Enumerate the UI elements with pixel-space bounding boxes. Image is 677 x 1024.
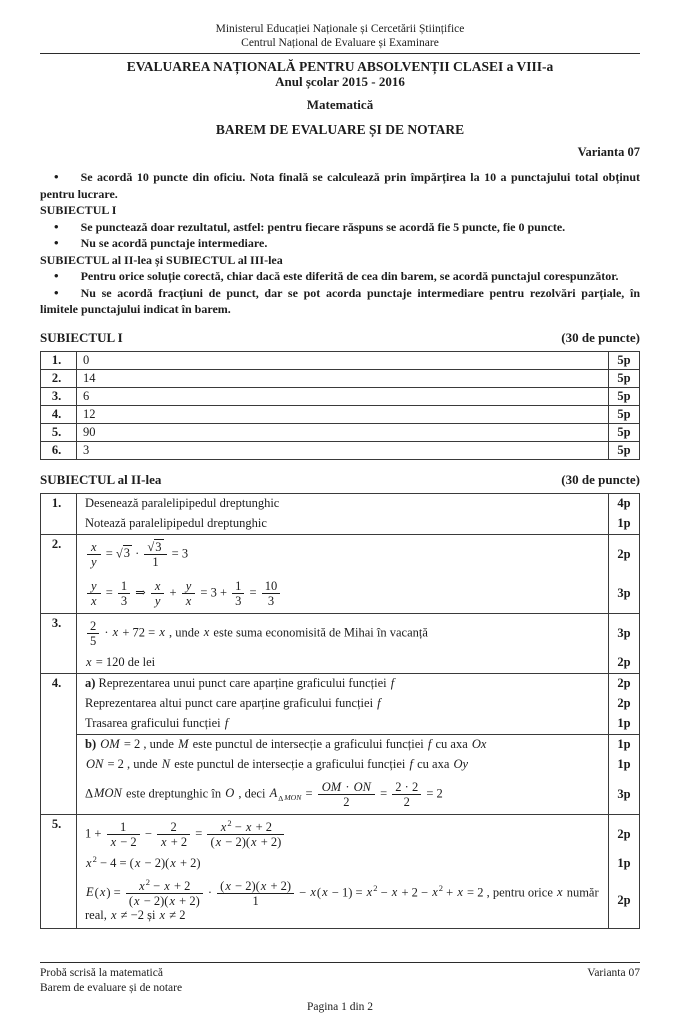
math-variable: x <box>134 856 141 870</box>
fraction <box>151 579 165 608</box>
math-variable: N <box>161 757 171 771</box>
points-cell: 2p <box>617 546 631 561</box>
ministry-header <box>40 22 640 54</box>
school-year: Anul școlar 2015 - 2016 <box>275 74 405 89</box>
fraction <box>87 579 101 608</box>
bullet-icon: • <box>54 268 59 283</box>
variant-label: Varianta 07 <box>577 145 640 159</box>
section1-heading <box>40 330 640 346</box>
solution-group <box>77 494 639 534</box>
fraction-denominator: 5 <box>90 633 97 648</box>
points-cell: 2p <box>617 893 631 907</box>
fraction-numerator: OM · ON <box>318 780 375 795</box>
points-cell: 5p <box>617 388 631 403</box>
solution-content <box>77 874 609 928</box>
sqrt-radicand: 3 <box>155 539 162 554</box>
math-variable: x <box>215 834 222 849</box>
solution-line <box>77 574 639 613</box>
points-cell: 1p <box>617 856 631 870</box>
sqrt-radicand: 3 <box>123 545 130 560</box>
bullet-icon: • <box>54 235 59 250</box>
row-body <box>77 614 639 673</box>
fraction-numerator: (x − 2)(x + 2) <box>217 879 294 894</box>
solution-text: Reprezentarea altui punct care aparține graficului funcției f <box>85 696 381 710</box>
solution-text: $x^2 - 4 = (x - 2)(x + 2)$ <box>86 853 201 870</box>
math-variable: x <box>220 819 227 834</box>
solution-group <box>77 614 639 673</box>
fraction-numerator: 1 <box>232 579 244 594</box>
solution-content <box>77 735 609 755</box>
solution-line <box>77 494 639 514</box>
math-variable: x <box>159 624 165 639</box>
points-cell: 1p <box>617 737 631 751</box>
solution-text: ON = 2 , unde N este punctul de intersecție a graficului funcției f cu axa Oy <box>86 757 469 771</box>
math-variable: x <box>251 834 257 849</box>
math-variable: f <box>224 716 229 730</box>
math-variable: x <box>457 884 463 899</box>
fraction-numerator <box>151 579 165 594</box>
solution-content <box>77 535 609 574</box>
solution-line <box>77 674 639 694</box>
solution-content <box>77 674 609 694</box>
general-notes <box>40 169 640 318</box>
points-cell: 1p <box>617 757 631 771</box>
math-variable: x <box>557 884 563 899</box>
math-variable: f <box>427 737 432 751</box>
solution-line <box>77 735 639 755</box>
solution-text: b) OM = 2 , unde M este punctul de intersecție a graficului funcției f cu axa Ox <box>85 737 487 751</box>
math-variable: x <box>91 593 97 608</box>
math-variable: x <box>185 593 192 608</box>
answer-cell: 6 <box>77 388 609 405</box>
sqrt-radical: √3 <box>147 539 162 554</box>
note-bullet: • Se acordă 10 puncte din oficiu. Nota finală se calculează prin împărțirea la 10 a punctajului total obținut pentru lucrare. <box>40 169 640 201</box>
math-variable: y <box>154 593 161 608</box>
points-cell: 2p <box>617 696 631 710</box>
superscript: 2 <box>227 817 232 828</box>
solution-group <box>77 734 639 814</box>
math-variable: x <box>139 878 145 893</box>
fraction-denominator: (x − 2)(x + 2) <box>210 834 282 849</box>
fraction-denominator: (x − 2)(x + 2) <box>128 893 200 908</box>
ministry-line1: Ministerul Educației Naționale și Cercetării Științifice <box>215 23 465 35</box>
math-variable: x <box>164 878 170 893</box>
math-variable: E <box>86 884 94 899</box>
bold-text: b) <box>85 737 97 751</box>
solution-text: $\frac{y}{x}$ = $\frac{1}{3}$ ⇒ $\frac{x}{y}$ + $\frac{y}{x}$ = 3 + $\frac{1}{3}$ = $\frac{10}{3}$ <box>85 579 282 608</box>
points-cell: 1p <box>617 716 631 730</box>
row-number: 2. <box>41 370 77 387</box>
solution-content <box>77 775 609 814</box>
math-variable: A <box>269 785 278 800</box>
fraction <box>107 820 140 849</box>
section2-table <box>40 493 640 929</box>
note-heading: SUBIECTUL I <box>40 203 117 217</box>
fraction-numerator: 2 <box>157 820 190 835</box>
math-variable: x <box>432 884 438 899</box>
row-number: 6. <box>41 442 77 459</box>
solution-line <box>77 755 639 775</box>
points-cell: 3p <box>617 786 631 801</box>
math-variable: x <box>391 884 398 899</box>
fraction-denominator: x − 2 <box>110 834 137 849</box>
fraction-denominator: x + 2 <box>161 834 188 849</box>
row-number: 3. <box>41 388 77 405</box>
math-variable: f <box>377 696 381 710</box>
points-cell: 2p <box>617 826 631 841</box>
math-variable: x <box>225 878 231 893</box>
math-variable: x <box>110 834 117 849</box>
fraction-numerator: 2 <box>87 619 99 634</box>
fraction <box>318 780 375 809</box>
solution-group <box>77 535 639 613</box>
fraction <box>392 780 421 809</box>
math-variable: ON <box>86 757 104 771</box>
superscript: 2 <box>373 882 378 893</box>
solution-group <box>77 674 639 734</box>
answer-cell: 0 <box>77 352 609 369</box>
superscript: 2 <box>92 853 97 864</box>
superscript: 2 <box>145 876 150 887</box>
solution-line <box>77 614 639 653</box>
row-number: 2. <box>41 535 77 613</box>
solution-line <box>77 694 639 714</box>
table2-row <box>41 535 639 614</box>
section2-points: (30 de puncte) <box>561 471 640 487</box>
fraction-numerator: $x^2 - x + 2$ <box>126 879 203 894</box>
solution-content <box>77 653 609 673</box>
fraction-denominator: 3 <box>267 593 275 608</box>
math-variable: x <box>86 856 92 870</box>
footer-row1 <box>40 966 640 981</box>
fraction <box>87 619 99 648</box>
math-variable: x <box>260 878 267 893</box>
solution-content <box>77 574 609 613</box>
table1-row <box>41 388 639 406</box>
answer-cell: 14 <box>77 370 609 387</box>
solution-text: $\frac{x}{y}$ = √3 · $\frac{√3}{1}$ = 3 <box>85 540 188 569</box>
row-body <box>77 674 639 814</box>
solution-line <box>77 653 639 673</box>
math-variable: O <box>225 785 235 800</box>
fraction <box>144 540 166 569</box>
row-number: 5. <box>41 815 77 928</box>
section2-title: SUBIECTUL al II-lea <box>40 471 162 487</box>
fraction-denominator: 3 <box>120 593 128 608</box>
solution-line <box>77 714 639 734</box>
math-variable: OM <box>100 737 120 751</box>
points-cell: 2p <box>617 655 631 669</box>
fraction-denominator <box>151 594 165 608</box>
fraction-numerator: 10 <box>262 579 281 594</box>
section1-title: SUBIECTUL I <box>40 329 123 345</box>
fraction-denominator: 3 <box>235 593 242 608</box>
row-number: 4. <box>41 674 77 814</box>
math-variable: MON <box>94 785 122 800</box>
points-cell: 3p <box>617 585 631 600</box>
section1-points: (30 de puncte) <box>561 329 640 345</box>
math-variable: x <box>86 655 92 669</box>
math-variable: MON <box>284 793 302 803</box>
solution-content <box>77 714 609 734</box>
answer-cell: 90 <box>77 424 609 441</box>
solution-content <box>77 514 609 534</box>
math-variable: x <box>310 884 316 899</box>
solution-content <box>77 614 609 653</box>
points-cell: 5p <box>617 442 631 457</box>
fraction <box>232 579 244 608</box>
footer-variant: Varianta 07 <box>587 967 640 979</box>
fraction <box>182 579 196 608</box>
section1-table <box>40 351 640 460</box>
page-footer <box>40 962 640 1015</box>
fraction-numerator <box>182 579 196 594</box>
points-cell: 5p <box>617 370 631 385</box>
footer-exam-type: Probă scrisă la matematică <box>40 967 163 979</box>
math-variable: x <box>110 907 117 922</box>
row-body <box>77 815 639 928</box>
points-cell: 3p <box>617 625 631 640</box>
row-body <box>77 535 639 613</box>
solution-line <box>77 775 639 814</box>
row-number: 4. <box>41 406 77 423</box>
math-variable: x <box>169 893 176 908</box>
solution-text: E(x) = $\frac{x^2 - x + 2}{(x - 2)(x + 2)}$ · $\frac{(x - 2)(x + 2)}{1}$ − $x(x - 1) = x^2 - x + 2 - x^2 + x = 2$ , pentru orice x număr real, x ≠ −2 și x ≠ 2 <box>85 876 599 922</box>
fraction-numerator <box>87 579 101 594</box>
math-variable: f <box>409 757 413 771</box>
note-bullet: • Nu se acordă fracțiuni de punct, dar se pot acorda punctaje intermediare pentru rezolvări parțiale, în limitele punctajului indicat în barem. <box>40 284 640 316</box>
points-cell: 1p <box>617 516 631 530</box>
solution-text: Notează paralelipipedul dreptunghic <box>85 516 267 530</box>
bold-text: a) <box>85 676 96 690</box>
fraction-denominator <box>87 555 101 569</box>
math-variable: x <box>112 624 119 639</box>
solution-line <box>77 535 639 574</box>
solution-group <box>77 815 639 928</box>
fraction-numerator <box>144 540 166 555</box>
math-variable: OM <box>321 779 342 794</box>
table1-row <box>41 442 639 459</box>
math-variable: x <box>203 624 210 639</box>
table2-row <box>41 815 639 928</box>
solution-content <box>77 755 609 775</box>
math-variable: x <box>170 856 176 870</box>
math-variable: M <box>178 737 189 751</box>
points-cell: 5p <box>617 352 631 367</box>
page-number: Pagina 1 din 2 <box>306 1001 374 1013</box>
table1-row <box>41 424 639 442</box>
table1-row <box>41 370 639 388</box>
points-cell: 5p <box>617 406 631 421</box>
fraction <box>262 579 281 608</box>
fraction-numerator <box>87 540 101 555</box>
note-bullet: • Nu se acordă punctaje intermediare. <box>54 235 268 250</box>
math-variable: y <box>91 554 97 569</box>
sqrt-radical: √3 <box>115 545 130 560</box>
row-number: 1. <box>41 352 77 369</box>
exam-title: EVALUAREA NAȚIONALĂ PENTRU ABSOLVENȚII CLASEI a VIII-a <box>126 59 554 74</box>
math-variable: x <box>322 884 328 899</box>
fraction-denominator: 1 <box>152 554 159 569</box>
math-variable: Ox <box>471 737 487 751</box>
answer-cell: 3 <box>77 442 609 459</box>
bullet-icon: • <box>54 284 59 300</box>
math-variable: ON <box>353 779 371 794</box>
points-cell: 5p <box>617 424 631 439</box>
table2-row <box>41 614 639 674</box>
fraction <box>118 579 130 608</box>
note-heading: SUBIECTUL al II-lea și SUBIECTUL al III-lea <box>40 252 283 267</box>
fraction-denominator <box>182 594 196 608</box>
math-variable: x <box>159 907 166 922</box>
ministry-line2: Centrul Național de Evaluare și Examinare <box>241 37 439 49</box>
math-variable: x <box>161 834 167 849</box>
solution-text: Trasarea graficului funcției f <box>85 716 229 730</box>
fraction <box>217 879 294 908</box>
superscript: 2 <box>438 882 444 893</box>
fraction-numerator: 1 <box>107 820 140 835</box>
row-number: 5. <box>41 424 77 441</box>
solution-line <box>77 874 639 928</box>
solution-line <box>77 514 639 534</box>
fraction <box>126 876 203 908</box>
note-bullet: • Se punctează doar rezultatul, astfel: pentru fiecare răspuns se acordă fie 5 puncte, fie 0 puncte. <box>54 218 566 234</box>
math-variable: x <box>154 578 161 593</box>
solution-text: ΔMON este dreptunghic în O , deci $A_{\Delta MON}$ = $\frac{OM \cdot ON}{2}$ = $\frac{2 \cdot 2}{2}$ = 2 <box>85 779 443 809</box>
table2-row <box>41 494 639 535</box>
fraction-numerator: 2 · 2 <box>392 780 421 795</box>
solution-line <box>77 815 639 854</box>
doc-type-title: BAREM DE EVALUARE ȘI DE NOTARE <box>215 122 465 137</box>
fraction <box>87 540 101 569</box>
solution-content <box>77 694 609 714</box>
solution-content <box>77 854 609 874</box>
math-variable: x <box>99 884 106 899</box>
solution-text: $\frac{2}{5}$ · x + 72 = x , unde x este suma economisită de Mihai în vacanță <box>85 619 428 648</box>
solution-content <box>77 815 609 854</box>
math-variable: x <box>366 884 373 899</box>
fraction-denominator: 2 <box>403 794 410 809</box>
section2-heading <box>40 472 640 488</box>
row-number: 1. <box>41 494 77 534</box>
table1-row <box>41 406 639 424</box>
solution-text: a) Reprezentarea unui punct care aparține graficului funcției f <box>85 676 395 690</box>
math-variable: Oy <box>453 757 469 771</box>
fraction-denominator: 2 <box>343 794 350 809</box>
fraction <box>157 820 190 849</box>
footer-doc-type: Barem de evaluare și de notare <box>40 982 183 994</box>
bullet-icon: • <box>54 218 59 234</box>
fraction-numerator: $x^2 - x + 2$ <box>207 820 284 835</box>
math-variable: y <box>185 578 192 593</box>
answer-cell: 12 <box>77 406 609 423</box>
table1-row <box>41 352 639 370</box>
math-variable: x <box>245 819 252 834</box>
row-number: 3. <box>41 614 77 673</box>
fraction-denominator <box>87 594 101 608</box>
solution-line <box>77 854 639 874</box>
points-cell: 4p <box>617 496 631 510</box>
math-variable: y <box>91 578 97 593</box>
title-block <box>40 59 640 138</box>
math-variable: x <box>91 539 97 554</box>
math-variable: x <box>134 893 140 908</box>
fraction-denominator: 1 <box>252 893 259 908</box>
table2-row <box>41 674 639 815</box>
points-cell: 2p <box>617 676 631 690</box>
solution-text: 1 + $\frac{1}{x - 2}$ − $\frac{2}{x + 2}$ = $\frac{x^2 - x + 2}{(x - 2)(x + 2)}$ <box>85 820 286 849</box>
solution-text: Desenează paralelipipedul dreptunghic <box>85 496 280 510</box>
row-body <box>77 494 639 534</box>
fraction <box>207 817 284 849</box>
subscript: ΔMON <box>278 793 302 803</box>
solution-content <box>77 494 609 514</box>
fraction-numerator: 1 <box>118 579 130 594</box>
subject-title: Matematică <box>306 97 374 112</box>
bullet-icon: • <box>54 169 59 184</box>
solution-text: x = 120 de lei <box>86 655 156 669</box>
math-variable: f <box>390 676 395 690</box>
note-bullet: • Pentru orice soluție corectă, chiar dacă este diferită de cea din barem, se acordă punctajul corespunzător. <box>54 268 619 283</box>
